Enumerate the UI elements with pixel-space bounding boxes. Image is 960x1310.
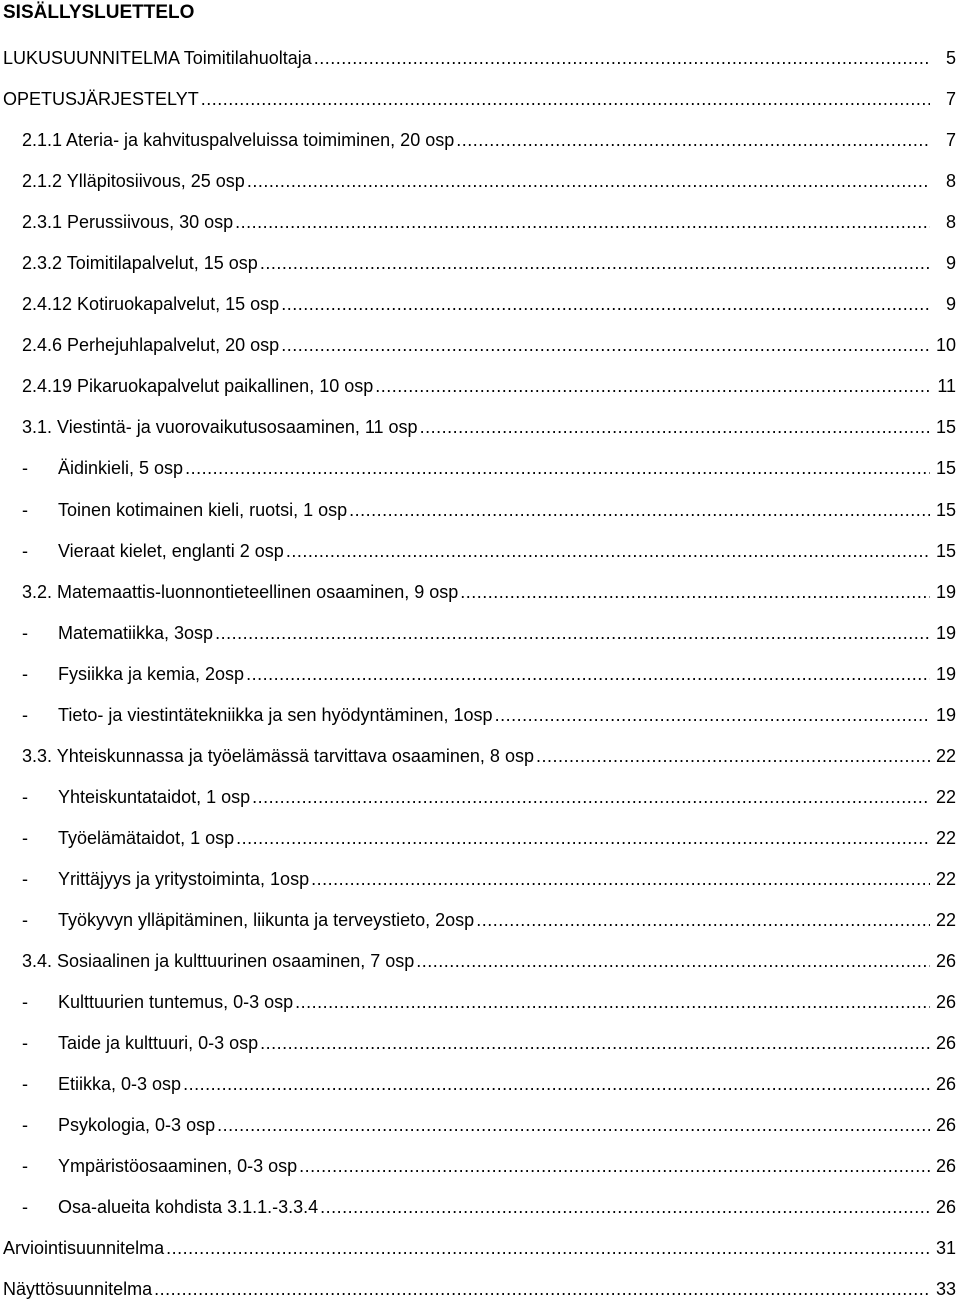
toc-entry-label: Työkyvyn ylläpitäminen, liikunta ja terveystieto, 2osp <box>58 909 475 930</box>
toc-entry-label: 2.1.1 Ateria- ja kahvituspalveluissa toimiminen, 20 osp <box>22 130 455 151</box>
toc-entry[interactable] <box>0 900 960 941</box>
toc-entry-page-number: 9 <box>945 294 956 315</box>
toc-entry-label: Fysiikka ja kemia, 2osp <box>58 663 245 684</box>
toc-entry[interactable] <box>0 1105 960 1146</box>
toc-entry[interactable] <box>0 1064 960 1105</box>
toc-entry-page-number: 19 <box>935 622 956 643</box>
toc-entry-label: Psykologia, 0-3 osp <box>58 1115 216 1136</box>
toc-dot-leader <box>185 448 930 489</box>
toc-entry-page-number: 19 <box>935 581 956 602</box>
toc-dot-leader <box>456 120 930 161</box>
toc-entry-label: OPETUSJÄRJESTELYT <box>3 89 199 110</box>
toc-entry-page-number: 15 <box>935 540 956 561</box>
toc-entry-dash: - <box>22 622 28 643</box>
toc-entry-label: Yhteiskuntataidot, 1 osp <box>58 786 251 807</box>
toc-entry-label: 2.3.2 Toimitilapalvelut, 15 osp <box>22 253 258 274</box>
toc-dot-leader <box>375 366 930 407</box>
toc-entry-page-number: 11 <box>937 376 956 397</box>
toc-entry-dash: - <box>22 1197 28 1218</box>
toc-dot-leader <box>295 982 930 1023</box>
toc-dot-leader <box>201 79 930 120</box>
toc-dot-leader <box>235 202 930 243</box>
toc-entry-page-number: 26 <box>935 951 956 972</box>
toc-entry-label: Ympäristöosaaminen, 0-3 osp <box>58 1156 298 1177</box>
toc-entry[interactable] <box>0 284 960 325</box>
toc-entry[interactable] <box>0 243 960 284</box>
toc-dot-leader <box>416 941 930 982</box>
toc-entry-label: 2.1.2 Ylläpitosiivous, 25 osp <box>22 171 245 192</box>
toc-dot-leader <box>314 38 930 79</box>
toc-dot-leader <box>260 243 930 284</box>
toc-entry-page-number: 5 <box>945 48 956 68</box>
toc-dot-leader <box>236 818 930 859</box>
toc-entry-page-number: 26 <box>935 1197 956 1218</box>
toc-entry[interactable] <box>0 736 960 777</box>
toc-entry-dash: - <box>22 909 28 930</box>
toc-entry[interactable] <box>0 407 960 448</box>
toc-entry-page-number: 26 <box>935 992 956 1013</box>
toc-entry-dash: - <box>22 1033 28 1054</box>
toc-entry-label: Yrittäjyys ja yritystoiminta, 1osp <box>58 868 310 889</box>
toc-entry-label: Näyttösuunnitelma <box>3 1279 153 1300</box>
toc-entry-dash: - <box>22 458 28 479</box>
toc-entry-label: Etiikka, 0-3 osp <box>58 1074 182 1095</box>
toc-entry[interactable] <box>0 325 960 366</box>
toc-dot-leader <box>311 859 930 900</box>
toc-dot-leader <box>183 1064 930 1105</box>
toc-entry-label: 2.4.6 Perhejuhlapalvelut, 20 osp <box>22 335 280 356</box>
toc-entry[interactable] <box>0 613 960 654</box>
toc-dot-leader <box>420 407 930 448</box>
toc-dot-leader <box>252 777 930 818</box>
toc-dot-leader <box>460 572 930 613</box>
toc-entry-dash: - <box>22 540 28 561</box>
toc-entry-label: Tieto- ja viestintätekniikka ja sen hyödyntäminen, 1osp <box>58 704 493 725</box>
toc-dot-leader <box>476 900 930 941</box>
toc-entry-label: 3.3. Yhteiskunnassa ja työelämässä tarvittava osaaminen, 8 osp <box>22 745 534 766</box>
toc-entry-page-number: 22 <box>935 786 956 807</box>
toc-dot-leader <box>217 1105 930 1146</box>
toc-entry[interactable] <box>0 1187 960 1228</box>
toc-entry[interactable] <box>0 202 960 243</box>
toc-entry[interactable] <box>0 1023 960 1064</box>
toc-entry-label: Kulttuurien tuntemus, 0-3 osp <box>58 992 294 1013</box>
toc-dot-leader <box>246 654 930 695</box>
toc-entry-dash: - <box>22 704 28 725</box>
toc-entry-page-number: 26 <box>935 1115 956 1136</box>
toc-entry-dash: - <box>22 1115 28 1136</box>
toc-entry[interactable] <box>0 448 960 489</box>
toc-entry[interactable] <box>0 366 960 407</box>
toc-entry[interactable] <box>0 777 960 818</box>
toc-dot-leader <box>320 1187 930 1228</box>
toc-entry[interactable] <box>0 941 960 982</box>
toc-entry[interactable] <box>0 982 960 1023</box>
toc-entry-page-number: 8 <box>945 212 956 233</box>
toc-entry-page-number: 7 <box>945 130 956 151</box>
toc-entry-dash: - <box>22 499 28 520</box>
toc-dot-leader <box>247 161 930 202</box>
toc-entry-label: 2.3.1 Perussiivous, 30 osp <box>22 212 234 233</box>
toc-dot-leader <box>286 531 930 572</box>
toc-entry-page-number: 15 <box>935 417 956 438</box>
toc-entry[interactable] <box>0 818 960 859</box>
toc-entry-label: LUKUSUUNNITELMA Toimitilahuoltaja <box>3 48 312 68</box>
toc-dot-leader <box>495 695 930 736</box>
toc-entry[interactable] <box>0 654 960 695</box>
toc-entry-page-number: 31 <box>935 1238 956 1259</box>
toc-entry[interactable] <box>0 79 960 120</box>
toc-entry-dash: - <box>22 868 28 889</box>
toc-entry-page-number: 26 <box>935 1156 956 1177</box>
toc-entry[interactable] <box>0 1228 960 1269</box>
toc-dot-leader <box>349 490 930 531</box>
toc-entry-label: Työelämätaidot, 1 osp <box>58 827 235 848</box>
toc-dot-leader <box>299 1146 930 1187</box>
toc-entry-dash: - <box>22 786 28 807</box>
toc-entry-dash: - <box>22 827 28 848</box>
toc-entry-label: Taide ja kulttuuri, 0-3 osp <box>58 1033 259 1054</box>
toc-dot-leader <box>281 284 930 325</box>
toc-dot-leader <box>536 736 930 777</box>
toc-entry-label: Arviointisuunnitelma <box>3 1238 165 1259</box>
toc-entry[interactable] <box>0 695 960 736</box>
toc-entry-page-number: 10 <box>935 335 956 356</box>
toc-dot-leader <box>260 1023 930 1064</box>
toc-entry-page-number: 33 <box>935 1279 956 1300</box>
toc-entry-label: 2.4.12 Kotiruokapalvelut, 15 osp <box>22 294 280 315</box>
toc-entry[interactable] <box>0 38 960 79</box>
toc-entry[interactable] <box>0 120 960 161</box>
toc-entry-page-number: 15 <box>935 499 956 520</box>
toc-entry-label: Osa-alueita kohdista 3.1.1.-3.3.4 <box>58 1197 319 1218</box>
toc-entry-label: Toinen kotimainen kieli, ruotsi, 1 osp <box>58 499 348 520</box>
toc-entry-label: 3.2. Matemaattis-luonnontieteellinen osaaminen, 9 osp <box>22 581 459 602</box>
toc-entry-page-number: 26 <box>935 1074 956 1095</box>
toc-entry-page-number: 7 <box>945 89 956 110</box>
toc-entry-page-number: 15 <box>935 458 956 479</box>
toc-entry[interactable] <box>0 859 960 900</box>
toc-entry-label: 2.4.19 Pikaruokapalvelut paikallinen, 10 osp <box>22 376 374 397</box>
toc-entry[interactable] <box>0 531 960 572</box>
toc-entry-page-number: 22 <box>935 909 956 930</box>
toc-entry-page-number: 22 <box>935 827 956 848</box>
toc-entry[interactable] <box>0 490 960 531</box>
toc-entry-label: Matematiikka, 3osp <box>58 622 214 643</box>
toc-entry-dash: - <box>22 1074 28 1095</box>
toc-entry-page-number: 8 <box>945 171 956 192</box>
toc-entry[interactable] <box>0 1146 960 1187</box>
toc-title: SISÄLLYSLUETTELO <box>3 2 195 23</box>
toc-entry-label: Äidinkieli, 5 osp <box>58 458 184 479</box>
toc-entry-label: Vieraat kielet, englanti 2 osp <box>58 540 284 561</box>
toc-entry-dash: - <box>22 992 28 1013</box>
toc-entry-label: 3.1. Viestintä- ja vuorovaikutusosaaminen, 11 osp <box>22 417 418 438</box>
toc-entry-label: 3.4. Sosiaalinen ja kulttuurinen osaaminen, 7 osp <box>22 951 415 972</box>
toc-list <box>0 38 960 1310</box>
toc-dot-leader <box>166 1228 930 1269</box>
toc-entry-page-number: 9 <box>945 253 956 274</box>
toc-entry-page-number: 22 <box>935 745 956 766</box>
toc-entry-page-number: 22 <box>935 868 956 889</box>
toc-entry-dash: - <box>22 663 28 684</box>
toc-entry-dash: - <box>22 1156 28 1177</box>
toc-entry[interactable] <box>0 161 960 202</box>
toc-dot-leader <box>281 325 930 366</box>
toc-dot-leader <box>215 613 930 654</box>
toc-entry-page-number: 26 <box>935 1033 956 1054</box>
toc-entry[interactable] <box>0 572 960 613</box>
toc-entry-page-number: 19 <box>935 704 956 725</box>
toc-entry-page-number: 19 <box>935 663 956 684</box>
